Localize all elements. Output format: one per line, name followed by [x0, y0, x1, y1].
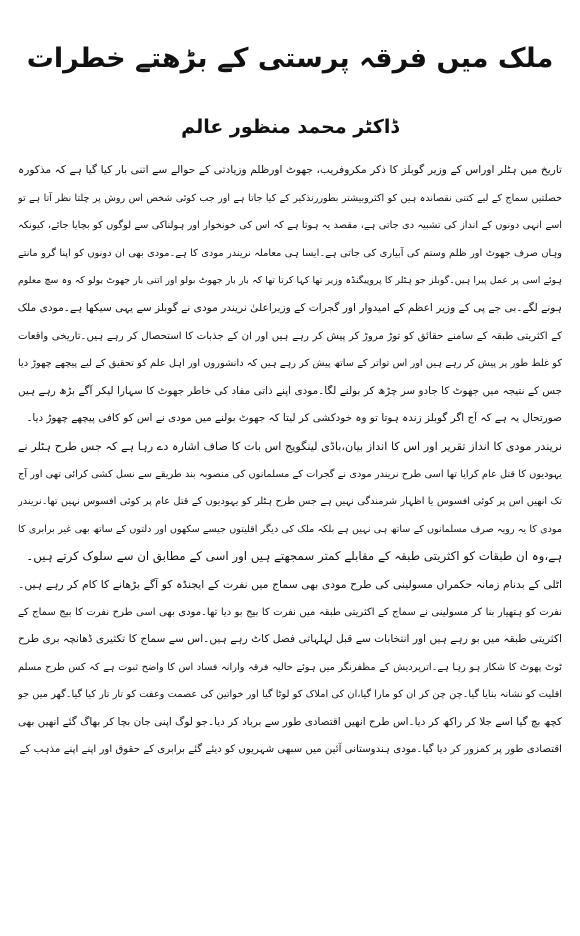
paragraph-line: تک انھیں اس پر کوئی افسوس یا اظہار شرمندگی نہیں ہے جس طرح ہٹلر کو یہودیوں کے قتل عام پر کوئی افسوس نہیں تھا۔نریندر [18, 496, 562, 508]
paragraph-line: جس کے نتیجہ میں جھوٹ کا جادو سر چڑھ کر بولنے لگا۔مودی اپنے ذاتی مفاد کی خاطر جھوٹ کا سہارا لیکر آگے بڑھ رہے ہیں [18, 384, 562, 397]
article-body [18, 157, 562, 764]
article-paragraph [18, 571, 562, 764]
paragraph-line: ہوئے اسی پر عمل پیرا ہیں۔گوبلز جو ہٹلر کا پروپیگنڈہ وزیر تھا کہا کرتا تھا کہ بار بار جھوٹ بولو اور اتنی بار جھوٹ بولو کہ وہ سچ معلوم [18, 275, 562, 287]
paragraph-line: ٹوٹ پھوٹ کا شکار ہو رہا ہے۔اترپردیش کے مظفرنگر میں ہوئے حالیہ فرقہ وارانہ فساد اس کا واضح ثبوت ہے کہ کس طرح مسلم [18, 661, 562, 673]
paragraph-line: وہاں صرف جھوٹ اور ظلم وستم کی آبیاری کی جاتی ہے۔ایسا ہی معاملہ نریندر مودی کا ہے۔مودی بھی ان دونوں کو اپنا گرو مانتے [18, 247, 562, 259]
paragraph-line: خصلتیں سماج کے لیے کتنی نقصاندہ ہیں کو اکثروبیشتر بطوررنذکیر کے کیا جاتا ہے اور جب کوئی شخص اس روش پر چلتا نظر آتا ہے تو [18, 192, 562, 204]
paragraph-line: اٹلی کے بدنام زمانہ حکمراں مسولینی کی طرح مودی بھی سماج میں نفرت کے ایجنڈہ کو آگے بڑھانے کا کام کر رہے ہیں۔ [18, 577, 562, 591]
paragraph-line: نریندر مودی کا انداز تقریر اور اس کا انداز بیان،باڈی لینگویج اس بات کا صاف اشارہ دے رہا ہے کہ جس طرح ہٹلر نے [18, 439, 562, 453]
paragraph-line: اقلیت کو نشانہ بنایا گیا۔چن چن کر ان کو مارا گیا،ان کی املاک کو لوٹا گیا اور خواتین کی عصمت وعفت کو تار تار کیا گیا۔گھر میں جو [18, 689, 562, 701]
paragraph-line: نفرت کو ہتھیار بنا کر مسولینی نے سماج کے اکثریتی طبقہ میں نفرت کا بیج بو دیا تھا۔مودی بھی اسی طرح نفرت کا بیج سماج کے [18, 606, 562, 618]
paragraph-line: اقتصادی طور پر کمزور کر دیا گیا۔مودی ہندوستانی آئین میں سبھی شہریوں کو دیئے گئے برابری کے حقوق اور اپنے اپنے مذہب کے [19, 744, 562, 756]
article-paragraph [18, 157, 562, 433]
paragraph-line: اکثریتی طبقہ میں بو رہے ہیں اور انتخابات سے قبل لہلہاتی فصل کاٹ رہے ہیں۔اس سے سماج کا تکثیری ڈھانچہ بری طرح [18, 633, 562, 646]
paragraph-line: صورتحال یہ ہے کہ آج اگر گوبلز زندہ ہوتا تو وہ خودکشی کر لیتا کہ جھوٹ بولنے میں مودی نے اس کو کافی پیچھے چھوڑ دیا۔ [26, 412, 562, 425]
paragraph-line: کو غلط طور پر پیش کر رہے ہیں اور اس تواتر کے ساتھ پیش کر رہے ہیں کہ دانشوروں اور اہل علم کو تحقیق کے لیے پیچھے چھوڑ دیا [18, 358, 562, 370]
paragraph-line: کچھ بچ گیا اسے جلا کر راکھ کر دیا۔اس طرح انھیں اقتصادی طور سے برباد کر دیا۔جو لوگ اپنی جان بچا کر بھاگ گئے انھیں بھی [18, 715, 562, 728]
article-author: ڈاکٹر محمد منظور عالم [181, 116, 399, 138]
paragraph-line: مودی کا یہ رویہ صرف مسلمانوں کے ساتھ ہی نہیں ہے بلکہ ملک کی دیگر اقلیتوں جیسے سکھوں اور دلتوں کے ساتھ بھی غیر برابری کا [18, 523, 562, 535]
paragraph-line: یہودیوں کا قتل عام کرایا تھا اسی طرح نریندر مودی نے گجرات کے مسلمانوں کی منصوبہ بند طریقے سے نسل کشی کرائی تھی اور آج [18, 468, 562, 480]
article-paragraph [18, 433, 562, 571]
article-title: ملک میں فرقہ پرستی کے بڑھتے خطرات [26, 43, 554, 74]
paragraph-line: ہونے لگے۔بی جے پی کے وزیر اعظم کے امیدوار اور گجرات کے وزیراعلیٰ نریندر مودی نے گوبلز سے یہی سیکھا ہے۔مودی ملک [18, 301, 562, 314]
paragraph-line: کے اکثریتی طبقہ کے سامنے حقائق کو توڑ مروڑ کر پیش کر رہے ہیں اور ان کے جذبات کا استحصال کر رہے ہیں۔تاریخی واقعات [18, 330, 562, 342]
paragraph-line: ہے،وہ ان طبقات کو اکثریتی طبقہ کے مقابلے کمتر سمجھتے ہیں اور اسی کے مطابق ان سے سلوک کرتے ہیں۔ [26, 549, 562, 564]
paragraph-line: تاریخ میں ہٹلر اوراس کے وزیر گوبلز کا ذکر مکروفریب، جھوٹ اورظلم وزیادتی کے حوالے سے اتنی بار کیا گیا ہے کہ مذکورہ [18, 164, 562, 176]
paragraph-line: اسے انہی دونوں کے انداز کی تشبیہ دی جاتی ہے، مقصد یہ ہوتا ہے کہ اس کی خونخوار اور ہولناکی سے لوگوں کو بچایا جائے، کیونکہ [18, 220, 562, 232]
